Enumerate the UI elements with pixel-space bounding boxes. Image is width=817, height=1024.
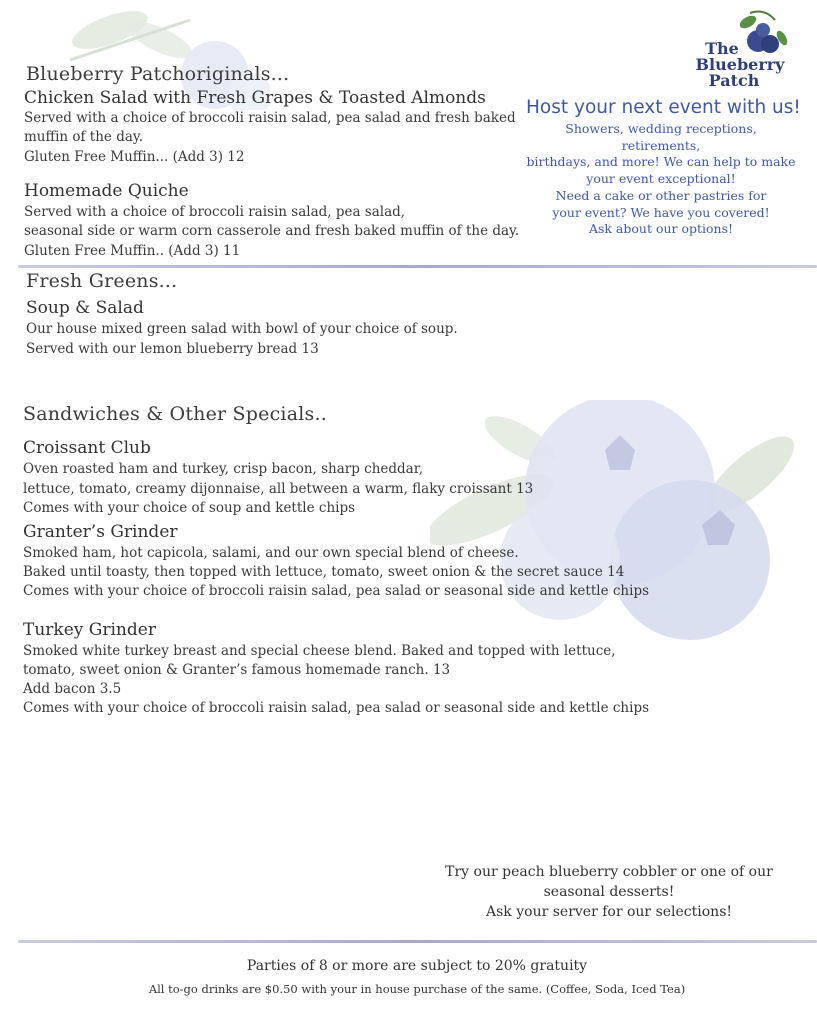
promo-line: Showers, wedding receptions, retirements, (565, 121, 757, 153)
item-price-line: Served with our lemon blueberry bread 13 (26, 341, 319, 357)
gratuity-note: Parties of 8 or more are subject to 20% gratuity (246, 958, 588, 974)
item-desc-line: Served with a choice of broccoli raisin salad, pea salad, (24, 204, 406, 220)
item-price-line: Gluten Free Muffin... (Add 3) 12 (24, 149, 245, 165)
item-title-granters-grinder: Granter’s Grinder (23, 522, 178, 542)
item-title-turkey-grinder: Turkey Grinder (23, 620, 156, 640)
item-desc-line: Comes with your choice of broccoli raisin salad, pea salad or seasonal side and kettle chips (23, 583, 650, 599)
item-desc-line: Smoked white turkey breast and special cheese blend. Baked and topped with lettuce, (23, 643, 616, 659)
promo-paragraph-1 (526, 121, 796, 187)
item-desc-line: Oven roasted ham and turkey, crisp bacon, sharp cheddar, (23, 461, 423, 477)
item-desc-line: Our house mixed green salad with bowl of your choice of soup. (26, 321, 458, 337)
promo-line: Ask about our options! (588, 221, 734, 236)
dessert-note-line: seasonal desserts! (543, 884, 675, 900)
footer-divider (18, 940, 817, 943)
section-title-originals: Blueberry Patchoriginals... (26, 63, 290, 85)
blueberry-watermark (430, 400, 817, 660)
item-desc-line: Comes with your choice of broccoli raisin salad, pea salad or seasonal side and kettle chips (23, 700, 650, 716)
dessert-note (420, 862, 798, 922)
logo-line-3: Patch (708, 71, 760, 90)
promo-line: birthdays, and more! We can help to make (526, 154, 796, 169)
item-desc-line: seasonal side or warm corn casserole and fresh baked muffin of the day. (24, 223, 520, 239)
item-desc-line: muffin of the day. (24, 129, 144, 145)
promo-line: your event? We have you covered! (552, 204, 770, 220)
item-desc-line: tomato, sweet onion & Granter’s famous homemade ranch. 13 (23, 662, 451, 678)
item-desc-line: lettuce, tomato, creamy dijonnaise, all between a warm, flaky croissant 13 (23, 481, 534, 497)
dessert-note-line: Ask your server for our selections! (486, 904, 732, 920)
item-desc-line: Add bacon 3.5 (23, 681, 122, 697)
item-price-line: Gluten Free Muffin.. (Add 3) 11 (24, 243, 241, 259)
item-desc-line: Baked until toasty, then topped with lettuce, tomato, sweet onion & the secret sauce 14 (23, 564, 625, 580)
item-title-croissant-club: Croissant Club (23, 438, 151, 458)
item-title-soup-salad: Soup & Salad (26, 298, 144, 318)
dessert-note-line: Try our peach blueberry cobbler or one of our (445, 864, 773, 880)
promo-line: Need a cake or other pastries for (555, 188, 767, 203)
section-divider (18, 265, 817, 268)
promo-paragraph-2 (526, 188, 796, 238)
promo-heading: Host your next event with us! (526, 97, 801, 118)
item-desc-line: Served with a choice of broccoli raisin salad, pea salad and fresh baked (24, 110, 516, 126)
item-desc-line: Smoked ham, hot capicola, salami, and our own special blend of cheese. (23, 545, 519, 561)
drinks-note: All to-go drinks are $0.50 with your in house purchase of the same. (Coffee, Soda, Iced Tea) (148, 982, 686, 996)
item-title-chicken-salad: Chicken Salad with Fresh Grapes & Toasted Almonds (24, 88, 486, 108)
item-title-quiche: Homemade Quiche (24, 181, 189, 201)
logo-line-2: Blueberry (695, 55, 785, 74)
logo (690, 8, 800, 88)
logo-line-1: The (705, 39, 739, 58)
section-title-sandwiches: Sandwiches & Other Specials.. (23, 403, 327, 425)
section-title-greens: Fresh Greens... (26, 270, 178, 292)
promo-line: your event exceptional! (586, 170, 736, 186)
item-desc-line: Comes with your choice of soup and kettle chips (23, 500, 356, 516)
